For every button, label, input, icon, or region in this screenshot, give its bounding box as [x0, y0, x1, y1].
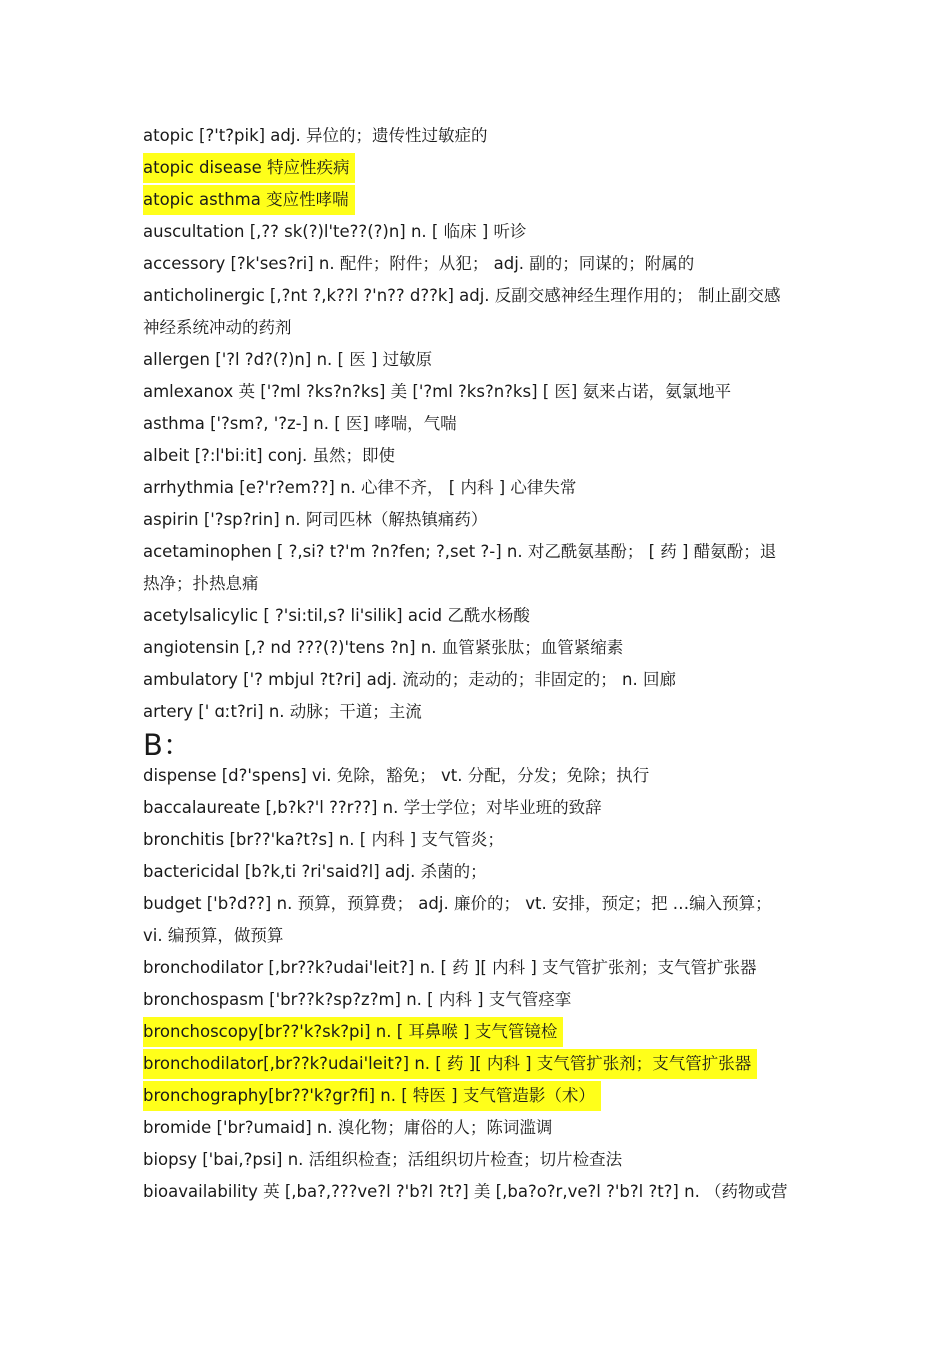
entry-text: atopic asthma 变应性哮喘	[143, 185, 355, 215]
entry-text: amlexanox 英 ['?ml ?ks?n?ks] 美 ['?ml ?ks?n?ks] [ 医] 氨来占诺，氨氯地平	[143, 382, 732, 401]
entry-text: atopic disease 特应性疾病	[143, 153, 355, 183]
glossary-entry	[143, 536, 808, 568]
glossary-entry-highlighted	[143, 1016, 808, 1048]
glossary-entry	[143, 696, 808, 728]
glossary-entry	[143, 376, 808, 408]
entry-text: auscultation [,?? sk(?)l'te??(?)n] n. [ 临床 ] 听诊	[143, 222, 527, 241]
glossary-entry	[143, 1112, 808, 1144]
entry-text: atopic [?'t?pik] adj. 异位的；遗传性过敏症的	[143, 126, 488, 145]
entry-text: biopsy ['bai,?psi] n. 活组织检查；活组织切片检查；切片检查法	[143, 1150, 623, 1169]
entry-text: bronchoscopy[br??'k?sk?pi] n. [ 耳鼻喉 ] 支气管镜检	[143, 1017, 563, 1047]
glossary-entry	[143, 408, 808, 440]
glossary-entry	[143, 440, 808, 472]
entry-text: vi. 编预算，做预算	[143, 926, 284, 945]
entry-text: allergen ['?l ?d?(?)n] n. [ 医 ] 过敏原	[143, 350, 433, 369]
entry-text: bronchodilator [,br??k?udai'leit?] n. [ 药 ][ 内科 ] 支气管扩张剂；支气管扩张器	[143, 958, 757, 977]
glossary-entry	[143, 600, 808, 632]
glossary-entry	[143, 824, 808, 856]
entry-text: asthma ['?sm?, '?z-] n. [ 医] 哮喘，气喘	[143, 414, 457, 433]
entry-text: bronchodilator[,br??k?udai'leit?] n. [ 药 ][ 内科 ] 支气管扩张剂；支气管扩张器	[143, 1049, 757, 1079]
glossary-entry	[143, 984, 808, 1016]
entry-text: aspirin ['?sp?rin] n. 阿司匹林（解热镇痛药）	[143, 510, 488, 529]
entry-text: artery [' ɑːt?ri] n. 动脉；干道；主流	[143, 702, 422, 721]
glossary-entry	[143, 248, 808, 280]
glossary-entry	[143, 1176, 808, 1208]
entry-text: bronchitis [br??'ka?t?s] n. [ 内科 ] 支气管炎；	[143, 830, 504, 849]
glossary-entry	[143, 632, 808, 664]
entry-text: bioavailability 英 [,ba?,???ve?l ?'b?l ?t?] 美 [,ba?o?r,ve?l ?'b?l ?t?] n. （药物或营	[143, 1182, 788, 1201]
entry-text: baccalaureate [,b?k?'l ??r??] n. 学士学位；对毕业班的致辞	[143, 798, 602, 817]
entry-text: dispense [d?'spens] vi. 免除，豁免； vt. 分配，分发；免除；执行	[143, 766, 650, 785]
entry-text: 神经系统冲动的药剂	[143, 318, 292, 337]
glossary-entry	[143, 216, 808, 248]
entry-text: angiotensin [,? nd ???(?)'tens ?n] n. 血管紧张肽；血管紧缩素	[143, 638, 624, 657]
glossary-entry	[143, 760, 808, 792]
glossary-entry	[143, 664, 808, 696]
section-heading	[143, 728, 808, 760]
entry-text: anticholinergic [,?nt ?,k??l ?'n?? d??k] adj. 反副交感神经生理作用的； 制止副交感	[143, 286, 781, 305]
glossary-entry	[143, 280, 808, 312]
glossary-entry	[143, 856, 808, 888]
glossary-entries	[143, 120, 808, 1208]
glossary-entry-highlighted	[143, 1048, 808, 1080]
entry-text: acetaminophen [ ?,si? t?'m ?n?fen; ?,set ?-] n. 对乙酰氨基酚； [ 药 ] 醋氨酚；退	[143, 542, 777, 561]
glossary-entry	[143, 472, 808, 504]
glossary-entry	[143, 1144, 808, 1176]
entry-text: bactericidal [b?k,ti ?ri'said?l] adj. 杀菌的；	[143, 862, 487, 881]
entry-text: ambulatory ['? mbjul ?t?ri] adj. 流动的；走动的；非固定的； n. 回廊	[143, 670, 676, 689]
glossary-entry	[143, 504, 808, 536]
glossary-entry-highlighted	[143, 152, 808, 184]
entry-text: bromide ['br?umaid] n. 溴化物；庸俗的人；陈词滥调	[143, 1118, 553, 1137]
glossary-entry	[143, 120, 808, 152]
glossary-entry	[143, 792, 808, 824]
entry-text: bronchospasm ['br??k?sp?z?m] n. [ 内科 ] 支气管痉挛	[143, 990, 572, 1009]
entry-text: acetylsalicylic [ ?'si:til,s? li'silik] acid 乙酰水杨酸	[143, 606, 530, 625]
entry-text: bronchography[br??'k?gr?fi] n. [ 特医 ] 支气管造影（术）	[143, 1081, 601, 1111]
glossary-entry	[143, 568, 808, 600]
glossary-entry	[143, 344, 808, 376]
glossary-entry	[143, 952, 808, 984]
entry-text: 热净；扑热息痛	[143, 574, 259, 593]
entry-text: arrhythmia [e?'r?em??] n. 心律不齐， [ 内科 ] 心律失常	[143, 478, 577, 497]
glossary-entry	[143, 920, 808, 952]
entry-text: albeit [?:l'bi:it] conj. 虽然；即使	[143, 446, 396, 465]
entry-text: accessory [?k'ses?ri] n. 配件；附件；从犯； adj. 副的；同谋的；附属的	[143, 254, 695, 273]
glossary-entry	[143, 888, 808, 920]
glossary-entry	[143, 312, 808, 344]
glossary-entry-highlighted	[143, 1080, 808, 1112]
entry-text: B：	[143, 728, 192, 762]
glossary-entry-highlighted	[143, 184, 808, 216]
entry-text: budget ['b?d??] n. 预算，预算费； adj. 廉价的； vt. 安排，预定；把 …编入预算；	[143, 894, 772, 913]
